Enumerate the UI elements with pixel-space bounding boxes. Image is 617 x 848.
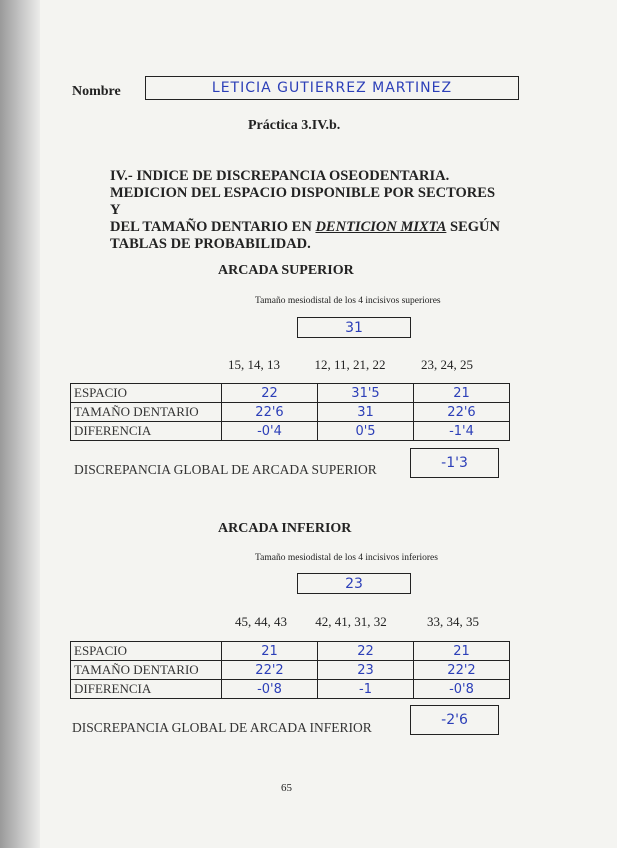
row-label: TAMAÑO DENTARIO — [71, 403, 222, 422]
section-title-inferior: ARCADA INFERIOR — [218, 521, 352, 536]
cell-value: 21 — [414, 642, 510, 661]
table-inferior — [70, 641, 510, 699]
page-binding-shadow — [0, 0, 40, 848]
table-row — [71, 384, 510, 403]
row-label: ESPACIO — [71, 642, 222, 661]
cell-value: 21 — [414, 384, 510, 403]
title-line-1: IV.- INDICE DE DISCREPANCIA OSEODENTARIA. — [110, 168, 450, 184]
global-label-superior: DISCREPANCIA GLOBAL DE ARCADA SUPERIOR — [74, 462, 377, 477]
title-line-4: TABLAS DE PROBABILIDAD. — [110, 236, 311, 252]
cell-value: 31'5 — [318, 384, 414, 403]
cell-value: 22 — [318, 642, 414, 661]
incisivos-inferior-value: 23 — [345, 575, 363, 592]
cell-value: -1'4 — [414, 422, 510, 441]
cell-value: 23 — [318, 661, 414, 680]
col-header-inferior-3: 33, 34, 35 — [427, 614, 479, 629]
caption-superior: Tamaño mesiodistal de los 4 incisivos superiores — [255, 296, 441, 306]
cell-value: -1 — [318, 680, 414, 699]
col-header-superior-2: 12, 11, 21, 22 — [314, 357, 386, 372]
table-row — [71, 661, 510, 680]
incisivos-superior-box — [297, 317, 411, 338]
title-emphasis: DENTICION MIXTA — [315, 219, 447, 235]
cell-value: -0'8 — [222, 680, 318, 699]
cell-value: 22'6 — [414, 403, 510, 422]
name-label: Nombre — [72, 84, 121, 99]
name-field — [145, 76, 519, 100]
title-line-3-pre: DEL TAMAÑO DENTARIO EN — [110, 219, 316, 235]
table-row — [71, 642, 510, 661]
cell-value: 22 — [222, 384, 318, 403]
incisivos-inferior-box — [297, 573, 411, 594]
cell-value: 22'2 — [414, 661, 510, 680]
table-superior — [70, 383, 510, 441]
cell-value: 21 — [222, 642, 318, 661]
global-value-superior: -1'3 — [441, 455, 468, 471]
row-label: DIFERENCIA — [71, 680, 222, 699]
cell-value: 22'2 — [222, 661, 318, 680]
cell-value: 0'5 — [318, 422, 414, 441]
practice-number: Práctica 3.IV.b. — [248, 118, 341, 133]
table-row — [71, 403, 510, 422]
row-label: TAMAÑO DENTARIO — [71, 661, 222, 680]
incisivos-superior-value: 31 — [345, 319, 363, 336]
student-name: LETICIA GUTIERREZ MARTINEZ — [211, 80, 453, 96]
global-label-inferior: DISCREPANCIA GLOBAL DE ARCADA INFERIOR — [72, 720, 372, 735]
table-row — [71, 680, 510, 699]
cell-value: -0'8 — [414, 680, 510, 699]
section-title-superior: ARCADA SUPERIOR — [218, 263, 354, 278]
row-label: DIFERENCIA — [71, 422, 222, 441]
cell-value: 22'6 — [222, 403, 318, 422]
cell-value: 31 — [318, 403, 414, 422]
page-number: 65 — [281, 782, 292, 794]
col-header-inferior-2: 42, 41, 31, 32 — [315, 614, 387, 629]
caption-inferior: Tamaño mesiodistal de los 4 incisivos inferiores — [255, 553, 438, 563]
global-box-superior — [410, 448, 499, 478]
col-header-inferior-1: 45, 44, 43 — [235, 614, 287, 629]
row-label: ESPACIO — [71, 384, 222, 403]
table-row — [71, 422, 510, 441]
global-value-inferior: -2'6 — [441, 712, 468, 728]
title-line-3-post: SEGÚN — [446, 219, 500, 235]
col-header-superior-1: 15, 14, 13 — [228, 357, 280, 372]
title-line-3 — [110, 219, 500, 236]
global-box-inferior — [410, 705, 499, 735]
title-line-2: MEDICION DEL ESPACIO DISPONIBLE POR SECTORES Y — [110, 185, 496, 218]
cell-value: -0'4 — [222, 422, 318, 441]
col-header-superior-3: 23, 24, 25 — [421, 357, 473, 372]
page-title — [110, 168, 500, 253]
